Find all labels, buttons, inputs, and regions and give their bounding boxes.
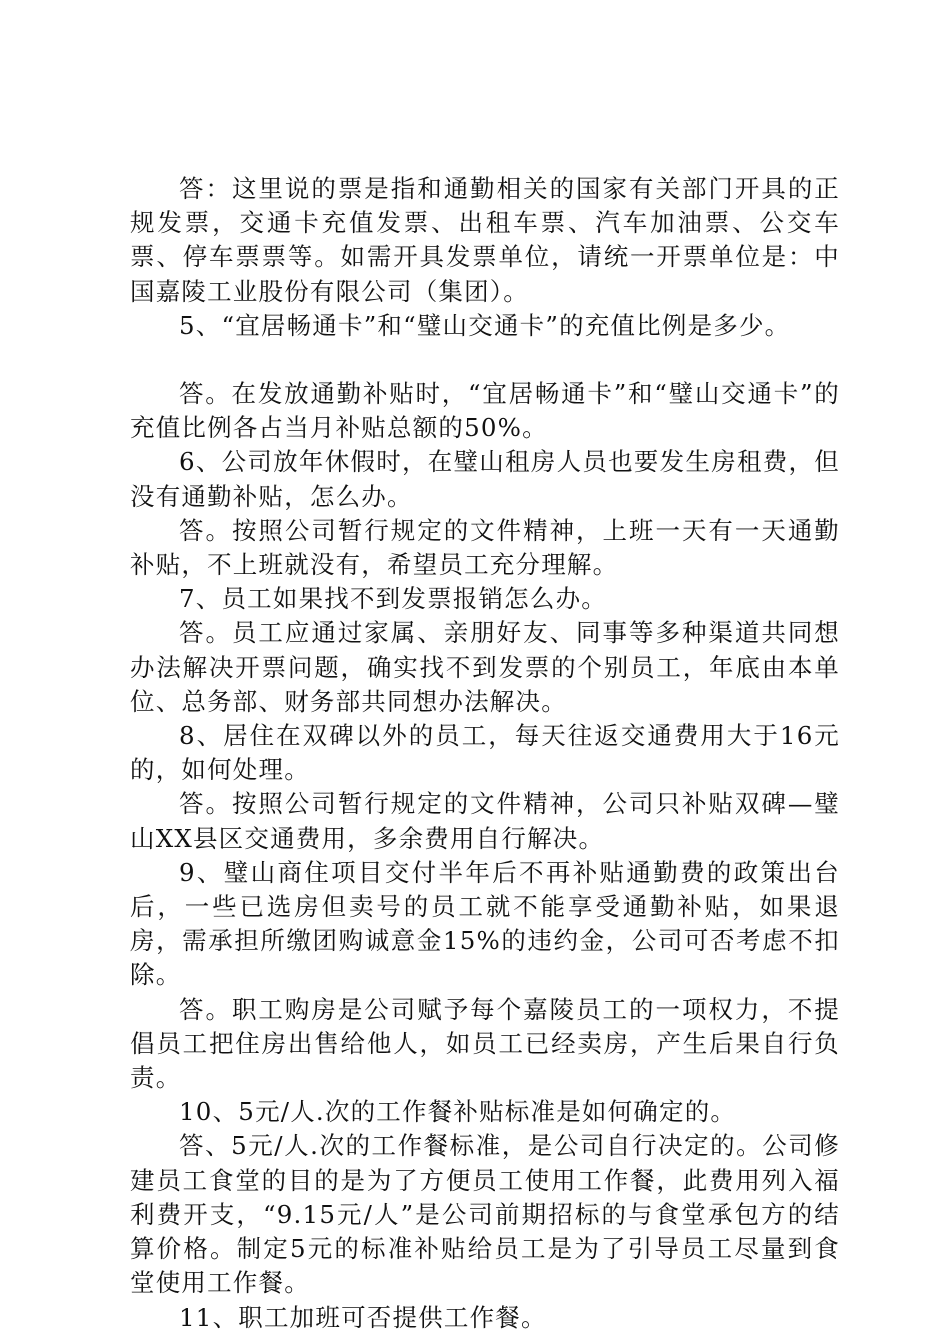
question-paragraph: 10、5元/人.次的工作餐补贴标准是如何确定的。 <box>179 1097 737 1127</box>
blank-line <box>130 343 840 377</box>
answer-paragraph: 答。职工购房是公司赋予每个嘉陵员工的一项权力，不提倡员工把住房出售给他人，如员工已经卖房，产生后果自行负责。 <box>130 994 840 1093</box>
answer-paragraph: 答、5元/人.次的工作餐标准，是公司自行决定的。公司修建员工食堂的目的是为了方便员工使用工作餐，此费用列入福利费开支，“9.15元/人”是公司前期招标的与食堂承包方的结算价格。制定5元的标准补贴给员工是为了引导员工尽量到食堂使用工作餐。 <box>130 1131 840 1298</box>
question-paragraph: 9、璧山商住项目交付半年后不再补贴通勤费的政策出台后，一些已选房但卖号的员工就不能享受通勤补贴，如果退房，需承担所缴团购诚意金15%的违约金，公司可否考虑不扣除。 <box>130 857 840 990</box>
answer-paragraph: 答。按照公司暂行规定的文件精神，上班一天有一天通勤补贴，不上班就没有，希望员工充分理解。 <box>130 515 840 580</box>
answer-paragraph: 答。按照公司暂行规定的文件精神，公司只补贴双碑—璧山XX县区交通费用，多余费用自行解决。 <box>130 789 840 853</box>
question-paragraph: 7、员工如果找不到发票报销怎么办。 <box>179 584 607 614</box>
document-body <box>130 172 840 1335</box>
answer-paragraph: 答。员工应通过家属、亲朋好友、同事等多种渠道共同想办法解决开票问题，确实找不到发票的个别员工，年底由本单位、总务部、财务部共同想办法解决。 <box>130 618 840 716</box>
question-paragraph: 11、职工加班可否提供工作餐。 <box>179 1302 547 1332</box>
question-paragraph: 6、公司放年休假时，在璧山租房人员也要发生房租费，但没有通勤补贴，怎么办。 <box>130 447 840 511</box>
question-paragraph: 8、居住在双碑以外的员工，每天往返交通费用大于16元的，如何处理。 <box>130 721 840 785</box>
answer-paragraph: 答。在发放通勤补贴时，“宜居畅通卡”和“璧山交通卡”的充值比例各占当月补贴总额的50%。 <box>130 379 840 443</box>
answer-paragraph: 答：这里说的票是指和通勤相关的国家有关部门开具的正规发票，交通卡充值发票、出租车票、汽车加油票、公交车票、停车票票等。如需开具发票单位，请统一开票单位是：中国嘉陵工业股份有限公司（集团）。 <box>130 174 840 306</box>
question-paragraph: 5、“宜居畅通卡”和“璧山交通卡”的充值比例是多少。 <box>179 310 791 340</box>
